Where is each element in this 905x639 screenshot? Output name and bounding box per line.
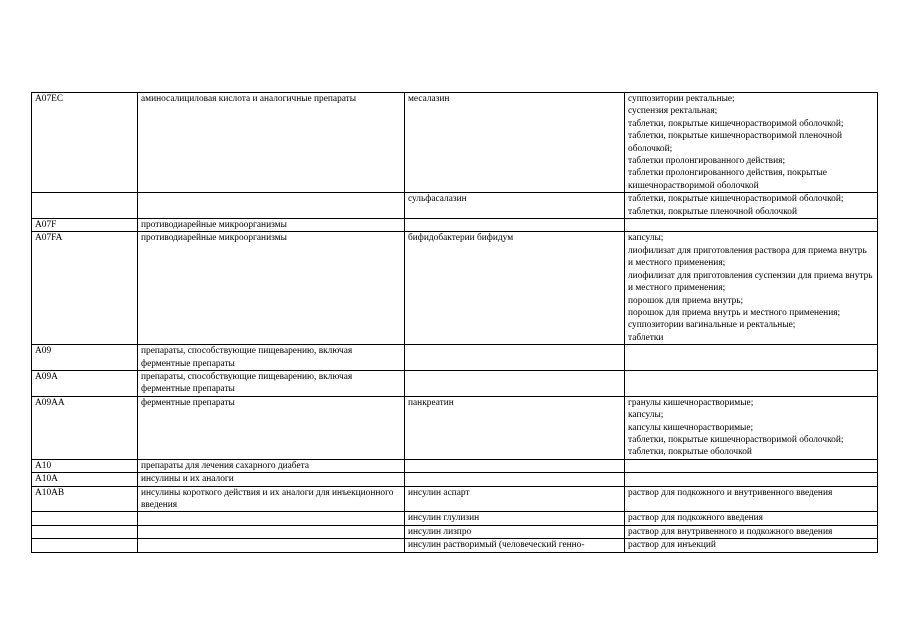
drug-name-cell: сульфасалазин xyxy=(405,193,625,219)
dosage-form-item: лиофилизат для приготовления суспензии для приема внутрь и местного применения; xyxy=(628,270,873,294)
dosage-forms-cell xyxy=(625,232,878,345)
drug-name-cell xyxy=(405,370,625,396)
table-row xyxy=(32,232,878,345)
atc-code-cell: A09AA xyxy=(32,396,138,459)
table-row xyxy=(32,512,878,525)
table-row xyxy=(32,459,878,472)
table-row xyxy=(32,539,878,552)
drug-name-cell: панкреатин xyxy=(405,396,625,459)
dosage-forms-cell xyxy=(625,93,878,193)
dosage-form-item: таблетки, покрытые оболочкой xyxy=(628,447,752,458)
atc-code-cell: A07F xyxy=(32,219,138,232)
dosage-forms-cell xyxy=(625,219,878,232)
dosage-form-item: суппозитории ректальные; xyxy=(628,94,735,104)
dosage-form-item: раствор для подкожного введения xyxy=(628,513,763,524)
atc-code-cell: A07EC xyxy=(32,93,138,193)
atc-code-cell: A10 xyxy=(32,459,138,472)
atc-code-cell: A10AB xyxy=(32,486,138,512)
dosage-form-item: капсулы; xyxy=(628,233,664,244)
dosage-forms-cell xyxy=(625,486,878,512)
dosage-form-item: таблетки пролонгированного действия; xyxy=(628,156,786,167)
table-row xyxy=(32,345,878,371)
dosage-forms-cell xyxy=(625,396,878,459)
table-row xyxy=(32,473,878,486)
dosage-form-item: таблетки, покрытые кишечнорастворимой оболочкой; xyxy=(628,118,844,129)
dosage-form-item: суппозитории вагинальные и ректальные; xyxy=(628,320,796,331)
group-name-cell: инсулины и их аналоги xyxy=(138,473,405,486)
dosage-form-item: раствор для внутривенного и подкожного введения xyxy=(628,526,833,537)
atc-code-cell xyxy=(32,539,138,552)
table-row xyxy=(32,219,878,232)
dosage-forms-cell xyxy=(625,370,878,396)
dosage-form-item: раствор для инъекций xyxy=(628,540,716,551)
drug-name-cell xyxy=(405,345,625,371)
dosage-form-item: суспензия ректальная; xyxy=(628,106,718,117)
group-name-cell xyxy=(138,512,405,525)
dosage-form-item: порошок для приема внутрь; xyxy=(628,295,744,306)
group-name-cell xyxy=(138,525,405,538)
atc-code-cell xyxy=(32,193,138,219)
dosage-forms-cell xyxy=(625,539,878,552)
drug-name-cell xyxy=(405,219,625,232)
dosage-form-item: таблетки, покрытые кишечнорастворимой оболочкой; xyxy=(628,434,844,445)
dosage-form-item: раствор для подкожного и внутривенного введения xyxy=(628,487,833,498)
dosage-form-item: капсулы; xyxy=(628,410,664,421)
table-row xyxy=(32,486,878,512)
group-name-cell xyxy=(138,539,405,552)
table-row xyxy=(32,93,878,193)
drug-name-cell xyxy=(405,459,625,472)
dosage-form-item: таблетки пролонгированного действия, покрытые кишечнорастворимой оболочкой xyxy=(628,168,827,191)
drug-name-cell: инсулин растворимый (человеческий генно- xyxy=(405,539,625,552)
table-row xyxy=(32,193,878,219)
dosage-forms-cell xyxy=(625,345,878,371)
atc-code-cell xyxy=(32,512,138,525)
dosage-form-item: таблетки xyxy=(628,332,664,343)
drug-name-cell: инсулин лизпро xyxy=(405,525,625,538)
table-body xyxy=(32,93,878,553)
dosage-forms-cell xyxy=(625,525,878,538)
atc-code-cell: A09 xyxy=(32,345,138,371)
atc-code-cell: A07FA xyxy=(32,232,138,345)
drug-classification-table xyxy=(31,92,878,553)
dosage-form-item: порошок для приема внутрь и местного применения; xyxy=(628,307,841,318)
group-name-cell: противодиарейные микроорганизмы xyxy=(138,232,405,345)
table-row xyxy=(32,396,878,459)
group-name-cell: противодиарейные микроорганизмы xyxy=(138,219,405,232)
atc-code-cell: A10A xyxy=(32,473,138,486)
drug-name-cell: инсулин аспарт xyxy=(405,486,625,512)
dosage-forms-cell xyxy=(625,459,878,472)
drug-name-cell: бифидобактерии бифидум xyxy=(405,232,625,345)
atc-code-cell: A09A xyxy=(32,370,138,396)
dosage-form-item: таблетки, покрытые кишечнорастворимой пленочной оболочкой; xyxy=(628,131,842,154)
dosage-forms-cell xyxy=(625,193,878,219)
dosage-form-item: таблетки, покрытые пленочной оболочкой xyxy=(628,206,797,217)
group-name-cell: инсулины короткого действия и их аналоги для инъекционного введения xyxy=(138,486,405,512)
drug-name-cell: инсулин глулизин xyxy=(405,512,625,525)
dosage-form-item: лиофилизат для приготовления раствора для приема внутрь и местного применения; xyxy=(628,245,867,269)
dosage-form-item: капсулы кишечнорастворимые; xyxy=(628,422,754,433)
dosage-form-item: гранулы кишечнорастворимые; xyxy=(628,397,754,408)
dosage-forms-cell xyxy=(625,512,878,525)
drug-name-cell xyxy=(405,473,625,486)
group-name-cell: препараты, способствующие пищеварению, включая ферментные препараты xyxy=(138,370,405,396)
group-name-cell: препараты для лечения сахарного диабета xyxy=(138,459,405,472)
group-name-cell: препараты, способствующие пищеварению, включая ферментные препараты xyxy=(138,345,405,371)
drug-name-cell: месалазин xyxy=(405,93,625,193)
dosage-forms-cell xyxy=(625,473,878,486)
table-row xyxy=(32,370,878,396)
group-name-cell xyxy=(138,193,405,219)
table-row xyxy=(32,525,878,538)
group-name-cell: аминосалициловая кислота и аналогичные препараты xyxy=(138,93,405,193)
dosage-form-item: таблетки, покрытые кишечнорастворимой оболочкой; xyxy=(628,194,844,205)
group-name-cell: ферментные препараты xyxy=(138,396,405,459)
atc-code-cell xyxy=(32,525,138,538)
